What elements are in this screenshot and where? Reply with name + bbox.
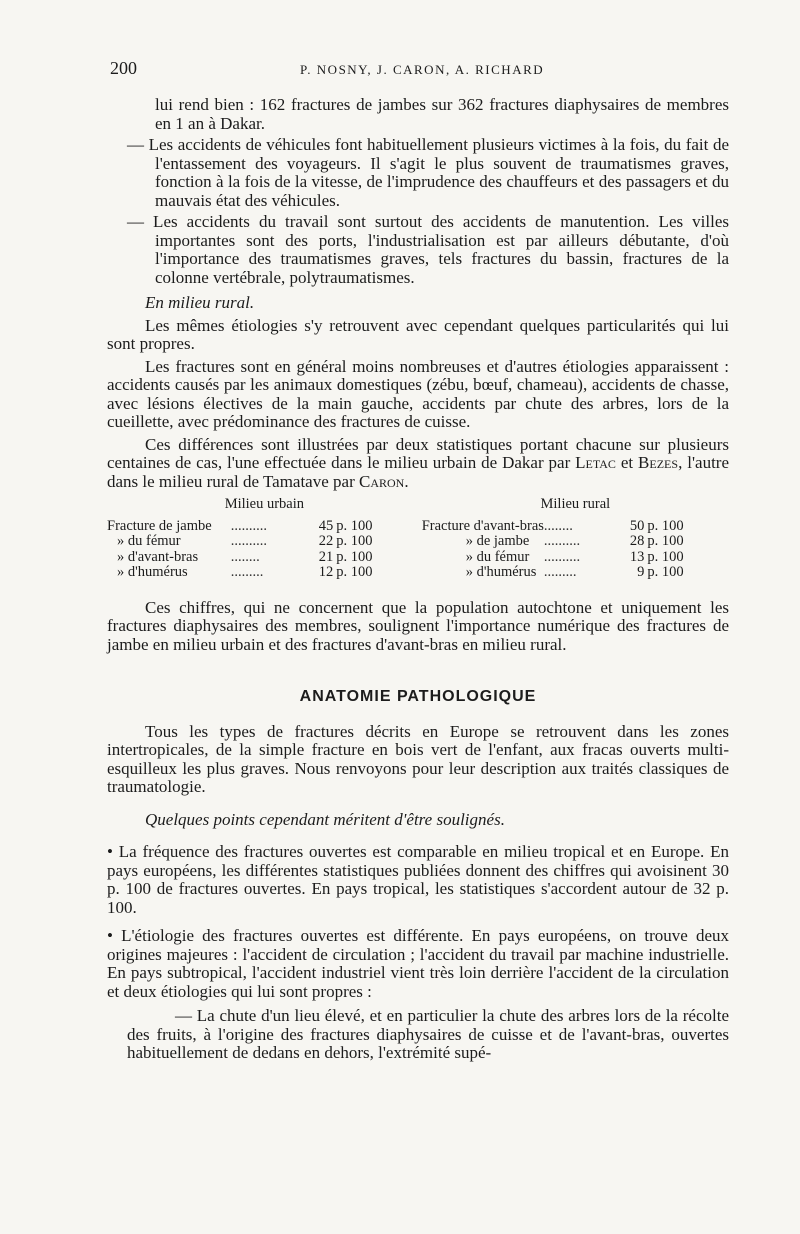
urban-value: 12 — [318, 564, 334, 580]
unit: p. 100 — [336, 517, 373, 534]
rural-label: » de jambe — [465, 533, 530, 549]
urban-value: 45 — [318, 517, 334, 534]
leader-dots: ......... — [230, 565, 264, 580]
dash-item-vehicles: — Les accidents de véhicules font habituellement plusieurs victimes à la fois, du fait de l'entassement des voyageurs. Il s'agit le plus souvent de traumatismes graves, fonction à la fois de la vitesse, de l'imprudence des chauffeurs et des passagers et du mauvais état des véhicules. — [127, 135, 729, 210]
urban-value: 21 — [318, 548, 334, 565]
continued-paragraph: lui rend bien : 162 fractures de jambes sur 362 fractures diaphysaires de membres en 1 an à Dakar. — [155, 95, 729, 133]
text-fragment: , l'autre dans le milieu rural de Tamatave par — [107, 453, 729, 491]
section-title-rural: En milieu rural. — [145, 293, 255, 312]
column-head-rural: Milieu rural — [540, 496, 611, 512]
text-fragment: et — [615, 453, 639, 472]
paragraph-rural-2: Les fractures sont en général moins nombreuses et d'autres étiologies apparaissent : accidents causés par les animaux domestiques (zébu, bœuf, chameau), accidents de chasse, avec lésions électives de la main gauche, accidents par chute des arbres, lors de la cueillette, avec prédominance des fractures de cuisse. — [107, 356, 729, 431]
dash-item-work: — Les accidents du travail sont surtout des accidents de manutention. Les villes importantes sont des ports, l'industrialisation est par ailleurs débutante, d'où l'importance des traumatismes graves, tels fractures du bassin, fractures de la colonne vertébrale, polytraumatismes. — [127, 212, 729, 287]
unit: p. 100 — [647, 517, 684, 534]
bullet-open-fractures-etiology: • L'étiologie des fractures ouvertes est différente. En pays européens, on trouve deux origines majeures : l'accident de circulation ; l'accident du travail par machine industrielle. En pays subtropical, l'accident industriel vient très loin derrière l'accident de la circulation et deux étiologies qui lui sont propres : — [107, 926, 729, 1001]
rural-value: 13 — [629, 548, 645, 565]
unit: p. 100 — [647, 564, 684, 580]
rural-label: » du fémur — [465, 548, 530, 565]
urban-value: 22 — [318, 533, 334, 549]
text-fragment: Ces différences sont illustrées par deux statistiques portant chacune sur plusieurs centaines de cas, l'une effectuée dans le milieu urbain de Dakar par — [107, 434, 729, 472]
section-heading-anatomy: ANATOMIE PATHOLOGIQUE — [299, 688, 537, 705]
leader-dots: ........ — [543, 518, 573, 534]
rural-label: Fracture d'avant-bras — [421, 517, 544, 534]
urban-label: » d'humérus — [117, 564, 188, 580]
statistics-table — [107, 497, 729, 581]
table-row — [107, 550, 729, 566]
leader-dots: ........ — [230, 549, 260, 565]
author-bezes: Bezes — [638, 453, 679, 472]
column-head-urban: Milieu urbain — [224, 496, 305, 512]
page-number: 200 — [110, 58, 137, 78]
rural-value: 28 — [629, 533, 645, 549]
author-caron: Caron — [358, 471, 405, 491]
unit: p. 100 — [336, 564, 373, 580]
text-fragment: . — [404, 471, 409, 491]
unit: p. 100 — [336, 533, 373, 549]
rural-label: » d'humérus — [465, 564, 537, 580]
dash-item-falls: — La chute d'un lieu élevé, et en particulier la chute des arbres lors de la récolte des fruits, à l'origine des fractures diaphysaires de cuisse et de l'avant-bras, ouvertes habituellement de dedans en dehors, l'extrémité supé- — [127, 1006, 729, 1062]
author-letac: Letac — [575, 453, 616, 472]
body-text — [107, 96, 729, 1063]
table-row — [107, 519, 729, 535]
section-subtitle: Quelques points cependant méritent d'être soulignés. — [145, 809, 505, 829]
rural-value: 50 — [629, 517, 645, 534]
unit: p. 100 — [336, 548, 373, 565]
urban-label: » d'avant-bras — [117, 548, 199, 565]
table-row — [107, 565, 729, 581]
page-header — [108, 58, 728, 82]
urban-label: » du fémur — [117, 533, 181, 549]
paragraph-rural-3 — [107, 436, 729, 492]
running-head: P. NOSNY, J. CARON, A. RICHARD — [300, 62, 545, 77]
paragraph-anatomy-1: Tous les types de fractures décrits en Europe se retrouvent dans les zones intertropicales, de la simple fracture en bois vert de l'enfant, aux fracas ouverts multi-esquilleux les plus graves. Nous renvoyons pour leur description aux traités classiques de traumatologie. — [107, 721, 729, 796]
leader-dots: ......... — [543, 565, 577, 580]
leader-dots: .......... — [543, 549, 581, 565]
paragraph-conclusion: Ces chiffres, qui ne concernent que la population autochtone et uniquement les fractures diaphysaires des membres, soulignent l'importance numérique des fractures de jambe en milieu urbain et des fractures d'avant-bras en milieu rural. — [107, 597, 729, 654]
leader-dots: .......... — [543, 534, 581, 549]
leader-dots: .......... — [230, 534, 268, 549]
leader-dots: .......... — [230, 518, 268, 534]
rural-value: 9 — [637, 564, 645, 580]
paragraph-rural-1: Les mêmes étiologies s'y retrouvent avec cependant quelques particularités qui lui sont propres. — [107, 315, 729, 353]
bullet-open-fractures-frequency: • La fréquence des fractures ouvertes est comparable en milieu tropical et en Europe. En pays européens, les différentes statistiques publiées donnent des chiffres qui avoisinent 30 p. 100 de fractures ouvertes. En pays tropical, les statistiques s'accordent autour de 32 p. 100. — [107, 842, 729, 917]
urban-label: Fracture de jambe — [107, 517, 212, 534]
table-row — [107, 534, 729, 550]
unit: p. 100 — [647, 533, 684, 549]
unit: p. 100 — [647, 548, 684, 565]
